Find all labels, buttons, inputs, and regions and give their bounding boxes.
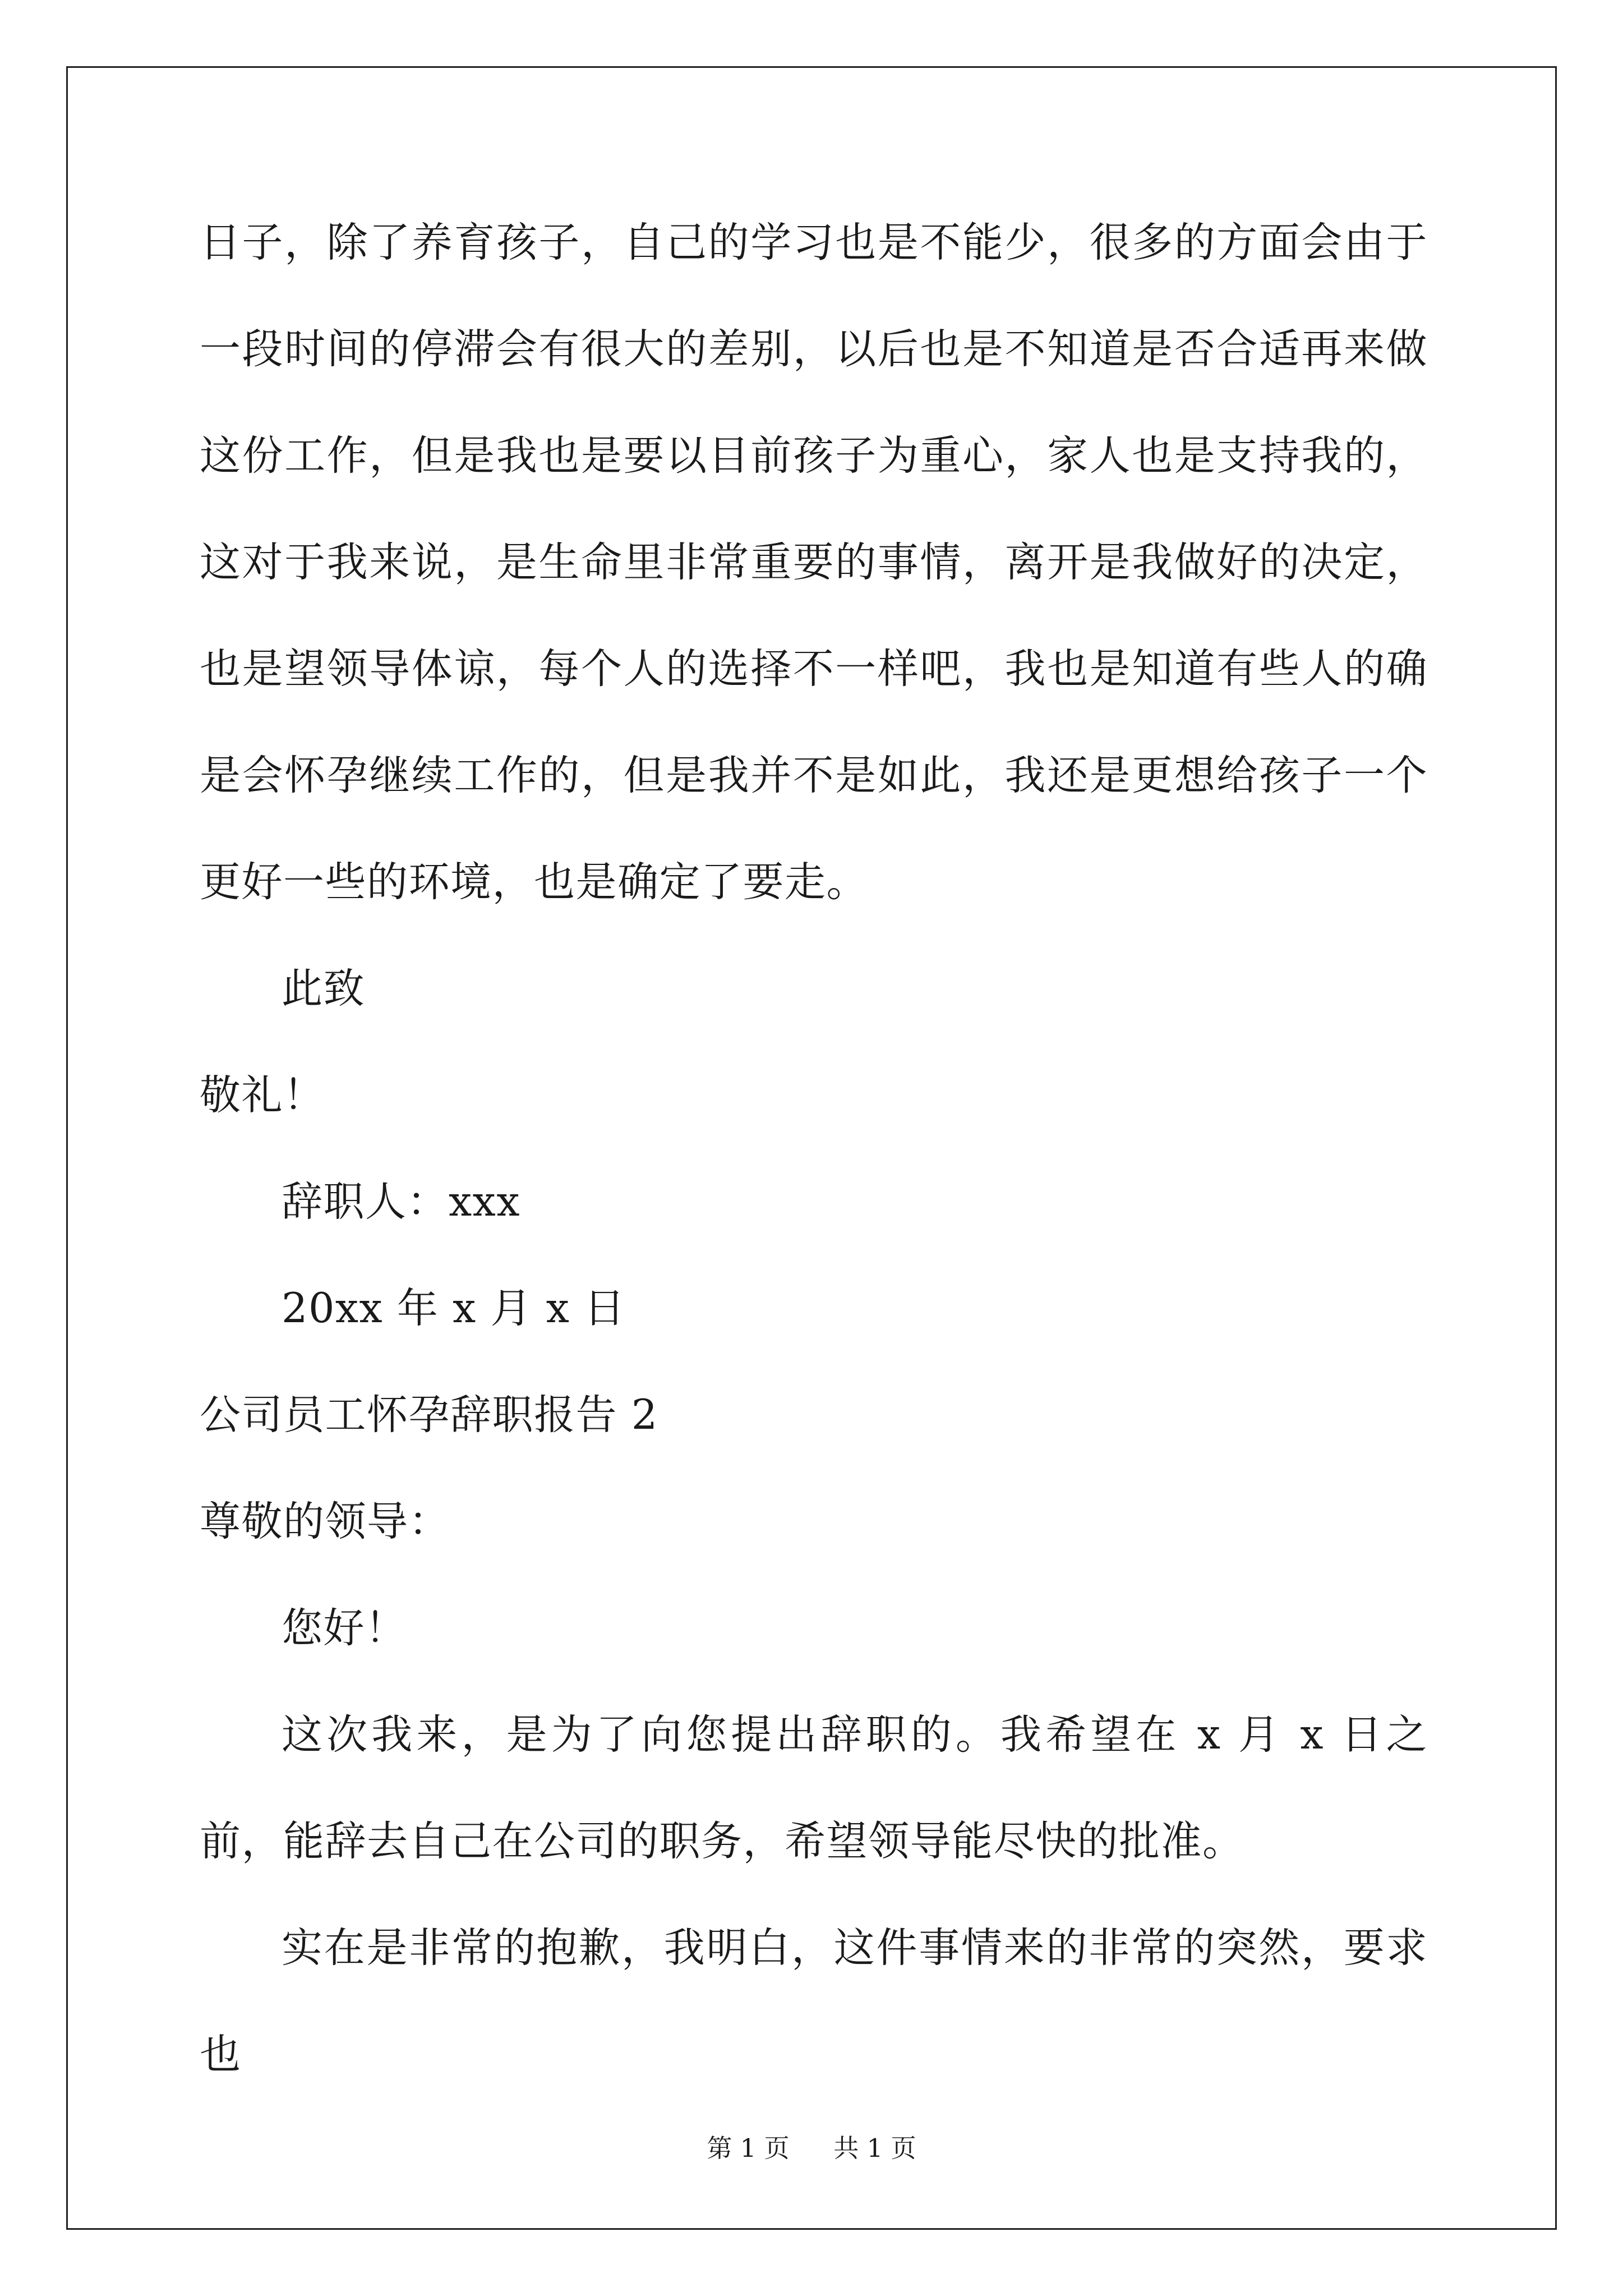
closing-salutation: 此致 [282, 965, 365, 1013]
signature-line: 辞职人：xxx [282, 1178, 521, 1226]
greeting-hello: 您好！ [282, 1604, 407, 1652]
closing-respect: 敬礼！ [200, 1071, 325, 1119]
section-heading: 公司员工怀孕辞职报告 2 [200, 1391, 658, 1439]
paragraph-apology: 实在是非常的抱歉，我明白，这件事情来的非常的突然，要求也 [200, 1924, 1428, 2078]
page-number: 第 1 页 [707, 2133, 790, 2163]
page-footer [0, 2132, 1623, 2165]
greeting: 尊敬的领导： [200, 1498, 450, 1545]
paragraph-intent: 这次我来，是为了向您提出辞职的。我希望在 x 月 x 日之前，能辞去自己在公司的职务，希望领导能尽快的批准。 [200, 1711, 1428, 1865]
date-line: 20xx 年 x 月 x 日 [282, 1285, 626, 1332]
document-body [200, 190, 1428, 2108]
paragraph-continuation: 日子，除了养育孩子，自己的学习也是不能少，很多的方面会由于一段时间的停滞会有很大的差别，以后也是不知道是否合适再来做这份工作，但是我也是要以目前孩子为重心，家人也是支持我的，这对于我来说，是生命里非常重要的事情，离开是我做好的决定，也是望领导体谅，每个人的选择不一样吧，我也是知道有些人的确是会怀孕继续工作的，但是我并不是如此，我还是更想给孩子一个更好一些的环境，也是确定了要走。 [200, 219, 1428, 906]
page-total: 共 1 页 [833, 2133, 916, 2163]
